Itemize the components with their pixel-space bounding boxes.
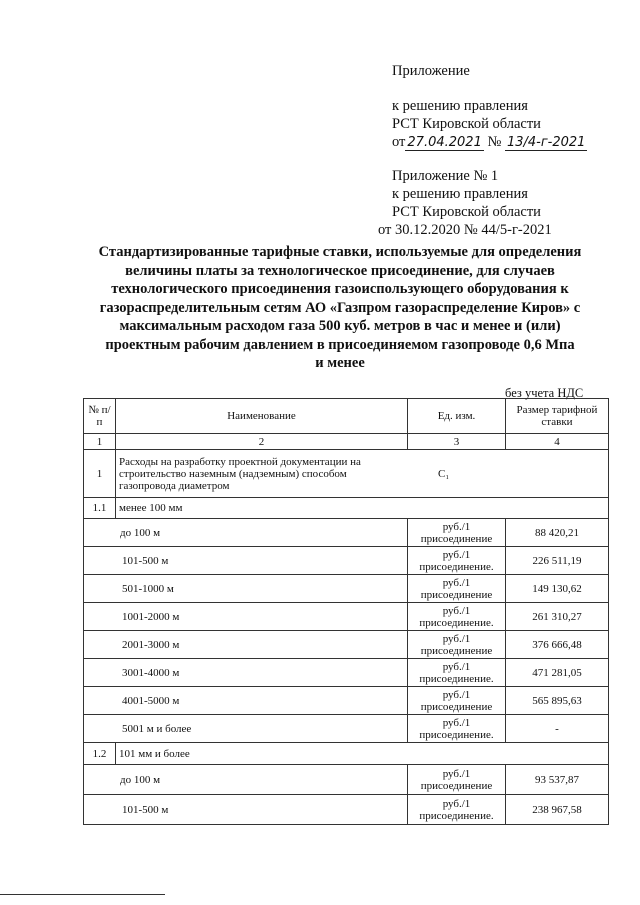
table-row [84, 659, 609, 687]
section-row [84, 450, 609, 498]
group-num: 1.2 [84, 743, 116, 765]
tariff-table [83, 398, 609, 825]
header-unit: Ед. изм. [408, 399, 506, 434]
group-row [84, 743, 609, 765]
table-row [84, 519, 609, 547]
row-name: 5001 м и более [84, 715, 408, 743]
vat-note: без учета НДС [505, 386, 584, 400]
table-row [84, 687, 609, 715]
handwritten-number: 13/4-г-2021 [506, 135, 586, 150]
annex-decision-line-1: к решению правления [392, 186, 528, 202]
appendix-label: Приложение [392, 63, 470, 79]
title-line: газораспределительным сетям АО «Газпром газораспределение Киров» с [99, 299, 581, 316]
row-unit: руб./1 присоединение. [408, 547, 506, 575]
section-num: 1 [84, 450, 116, 498]
row-unit: руб./1 присоединение. [408, 795, 506, 825]
title-line: технологического присоединения газоиспользующего оборудования к [111, 281, 569, 297]
annex-number: Приложение № 1 [392, 168, 499, 184]
row-name: 101-500 м [84, 795, 408, 825]
col-number: 4 [506, 434, 609, 450]
footnote-separator [0, 894, 165, 895]
row-name: 4001-5000 м [84, 687, 408, 715]
row-unit: руб./1 присоединение. [408, 659, 506, 687]
row-value: 149 130,62 [506, 575, 609, 603]
col-number: 2 [116, 434, 408, 450]
title-line: и менее [315, 355, 365, 371]
section-cell [116, 450, 609, 498]
decision-line-1: к решению правления [392, 98, 528, 114]
row-unit: руб./1 присоединение [408, 687, 506, 715]
decision-line-2: РСТ Кировской области [392, 116, 541, 132]
number-sign: № [487, 134, 502, 150]
row-value: 376 666,48 [506, 631, 609, 659]
col-number: 1 [84, 434, 116, 450]
title-line: величины платы за технологическое присоединение, для случаев [125, 262, 555, 279]
row-value: 261 310,27 [506, 603, 609, 631]
row-value: 226 511,19 [506, 547, 609, 575]
section-symbol: C₁ [438, 467, 450, 480]
header-rate: Размер тарифной ставки [506, 399, 609, 434]
table-row [84, 575, 609, 603]
row-name: до 100 м [84, 519, 408, 547]
row-unit: руб./1 присоединение [408, 631, 506, 659]
title-line: проектным рабочим давлением в присоединяемом газопроводе 0,6 Мпа [105, 336, 575, 353]
group-num: 1.1 [84, 498, 116, 519]
row-value: 88 420,21 [506, 519, 609, 547]
from-prefix: от [392, 134, 406, 150]
row-value: 565 895,63 [506, 687, 609, 715]
group-row [84, 498, 609, 519]
row-name: 3001-4000 м [84, 659, 408, 687]
group-label: менее 100 мм [116, 498, 609, 519]
document-title [80, 243, 600, 373]
row-value: - [506, 715, 609, 743]
title-line: максимальным расходом газа 500 куб. метров в час и менее и (или) [119, 318, 561, 334]
decision-date-line [392, 133, 587, 152]
row-name: 2001-3000 м [84, 631, 408, 659]
row-unit: руб./1 присоединение [408, 575, 506, 603]
table-row [84, 715, 609, 743]
row-name: 1001-2000 м [84, 603, 408, 631]
col-number: 3 [408, 434, 506, 450]
annex-decision-line-2: РСТ Кировской области [392, 204, 541, 220]
row-value: 93 537,87 [506, 765, 609, 795]
annex-date-number: от 30.12.2020 № 44/5-г-2021 [378, 222, 552, 238]
table-row [84, 547, 609, 575]
row-name: 501-1000 м [84, 575, 408, 603]
row-value: 471 281,05 [506, 659, 609, 687]
header-num: № п/п [84, 399, 116, 434]
table-row [84, 795, 609, 825]
table-row [84, 631, 609, 659]
row-unit: руб./1 присоединение. [408, 603, 506, 631]
row-unit: руб./1 присоединение [408, 765, 506, 795]
row-name: до 100 м [84, 765, 408, 795]
row-value: 238 967,58 [506, 795, 609, 825]
table-row [84, 603, 609, 631]
column-number-row [84, 434, 609, 450]
table-row [84, 765, 609, 795]
row-name: 101-500 м [84, 547, 408, 575]
section-text: Расходы на разработку проектной документации на строительство наземным (надземным) способом газопровода диаметром [119, 455, 361, 492]
group-label: 101 мм и более [116, 743, 609, 765]
table-header-row [84, 399, 609, 434]
title-line: Стандартизированные тарифные ставки, используемые для определения [98, 244, 582, 260]
row-unit: руб./1 присоединение. [408, 715, 506, 743]
row-unit: руб./1 присоединение [408, 519, 506, 547]
handwritten-date: 27.04.2021 [407, 135, 482, 150]
header-name: Наименование [116, 399, 408, 434]
